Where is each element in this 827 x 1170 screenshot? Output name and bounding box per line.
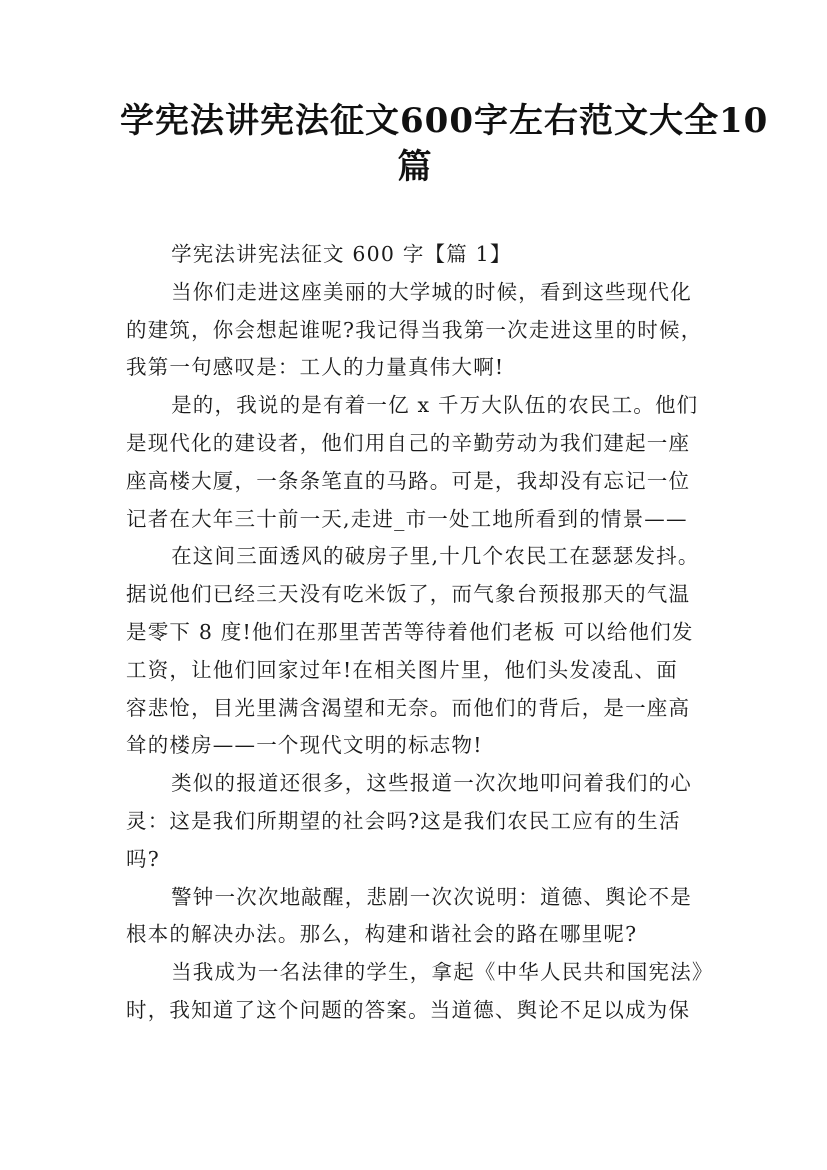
paragraph-line: 的建筑，你会想起谁呢?我记得当我第一次走进这里的时候， [126,317,703,342]
paragraph-1 [126,274,712,387]
title-line-1: 学宪法讲宪法征文600字左右范文大全10 [120,101,769,141]
paragraph-line: 当你们走进这座美丽的大学城的时候，看到这些现代化 [171,279,692,304]
paragraph-line: 灵：这是我们所期望的社会吗?这是我们农民工应有的生活 [126,808,681,833]
document-title [120,98,769,190]
paragraph-4 [126,765,712,878]
paragraph-line: 记者在大年三十前一天,走进_市一处工地所看到的情景—— [126,506,688,531]
paragraph-line: 是现代化的建设者，他们用自己的辛勤劳动为我们建起一座 [126,430,691,455]
paragraph-line: 据说他们已经三天没有吃米饭了，而气象台预报那天的气温 [126,582,691,607]
paragraph-5 [126,879,712,955]
paragraph-line: 耸的楼房——一个现代文明的标志物! [126,733,483,758]
paragraph-line: 我第一句感叹是：工人的力量真伟大啊! [126,355,505,380]
paragraph-line: 吗? [126,846,160,871]
paragraph-line: 是的，我说的是有着一亿 x 千万大队伍的农民工。他们 [171,393,699,418]
paragraph-line: 时，我知道了这个问题的答案。当道德、舆论不足以成为保 [126,997,691,1022]
paragraph-line: 工资，让他们回家过年!在相关图片里，他们头发凌乱、面 [126,657,678,682]
document-body [126,236,712,1030]
paragraph-3 [126,538,712,765]
paragraph-line: 警钟一次次地敲醒，悲剧一次次说明：道德、舆论不是 [171,884,692,909]
paragraph-6 [126,954,712,1030]
paragraph-2 [126,387,712,538]
paragraph-line: 在这间三面透风的破房子里,十几个农民工在瑟瑟发抖。 [171,544,700,569]
paragraph-line: 容悲怆，目光里满含渴望和无奈。而他们的背后，是一座高 [126,695,691,720]
section-heading: 学宪法讲宪法征文 600 字【篇 1】 [171,242,512,266]
paragraph-line: 根本的解决办法。那么，构建和谐社会的路在哪里呢? [126,922,638,947]
paragraph-line: 类似的报道还很多，这些报道一次次地叩问着我们的心 [171,771,692,796]
paragraph-line: 当我成为一名法律的学生，拿起《中华人民共和国宪法》 [171,960,714,985]
paragraph-line: 座高楼大厦，一条条笔直的马路。可是，我却没有忘记一位 [126,468,691,493]
title-line-2: 篇 [397,147,433,187]
paragraph-line: 是零下 8 度!他们在那里苦苦等待着他们老板 可以给他们发 [126,619,694,644]
